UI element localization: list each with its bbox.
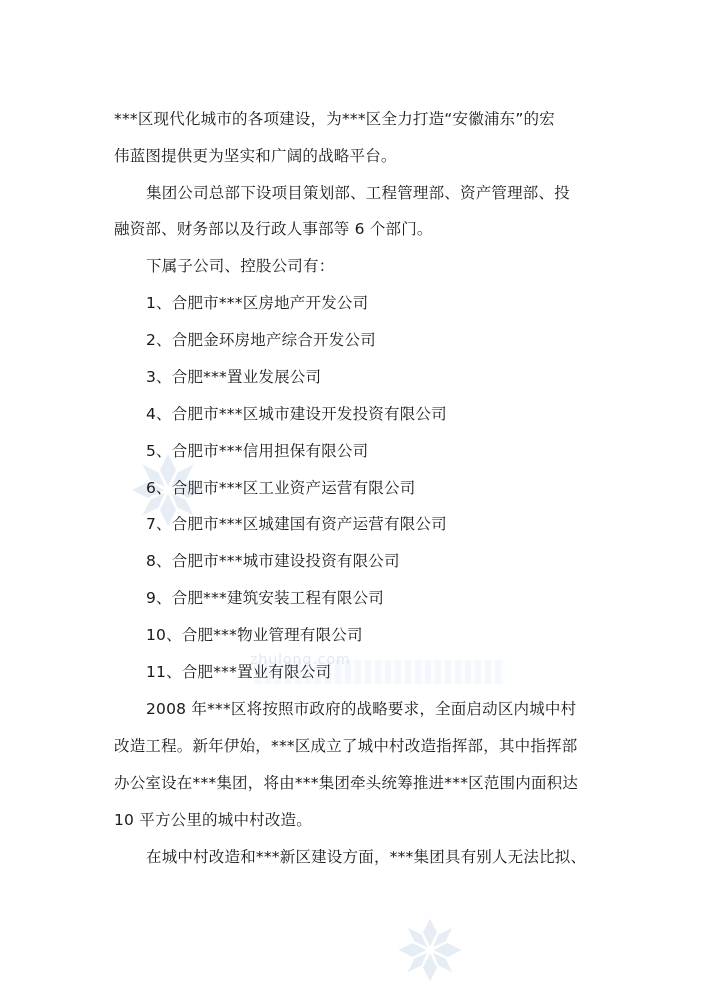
watermark-text: zhulong.com: [250, 652, 351, 668]
paragraph-line: 在城中村改造和***新区建设方面，***集团具有别人无法比拟、: [146, 848, 587, 866]
snowflake-logo-icon: [395, 915, 465, 985]
paragraph-line: 2008 年***区将按照市政府的战略要求，全面启动区内城中村: [146, 700, 577, 718]
list-item: 2、合肥金环房地产综合开发公司: [146, 331, 376, 349]
list-item: 11、合肥***置业有限公司: [146, 663, 332, 681]
paragraph-line: 办公室设在***集团，将由***集团牵头统筹推进***区范围内面积达: [114, 774, 579, 792]
list-item: 7、合肥市***区城建国有资产运营有限公司: [146, 515, 447, 533]
paragraph-line: 下属子公司、控股公司有：: [146, 257, 335, 275]
list-item: 6、合肥市***区工业资产运营有限公司: [146, 479, 416, 497]
list-item: 4、合肥市***区城市建设开发投资有限公司: [146, 405, 447, 423]
paragraph-line: 融资部、财务部以及行政人事部等 6 个部门。: [114, 220, 433, 238]
paragraph-line: 集团公司总部下设项目策划部、工程管理部、资产管理部、投: [146, 184, 570, 202]
list-item: 3、合肥***置业发展公司: [146, 368, 322, 386]
paragraph-line: 改造工程。新年伊始，***区成立了城中村改造指挥部，其中指挥部: [114, 737, 578, 755]
list-item: 5、合肥市***信用担保有限公司: [146, 442, 369, 460]
paragraph-line: 伟蓝图提供更为坚实和广阔的战略平台。: [114, 147, 397, 165]
list-item: 9、合肥***建筑安装工程有限公司: [146, 589, 385, 607]
paragraph-line: 10 平方公里的城中村改造。: [114, 811, 312, 829]
list-item: 1、合肥市***区房地产开发公司: [146, 294, 369, 312]
paragraph-line: ***区现代化城市的各项建设，为***区全力打造“安徽浦东”的宏: [114, 110, 555, 128]
list-item: 10、合肥***物业管理有限公司: [146, 626, 363, 644]
list-item: 8、合肥市***城市建设投资有限公司: [146, 552, 400, 570]
